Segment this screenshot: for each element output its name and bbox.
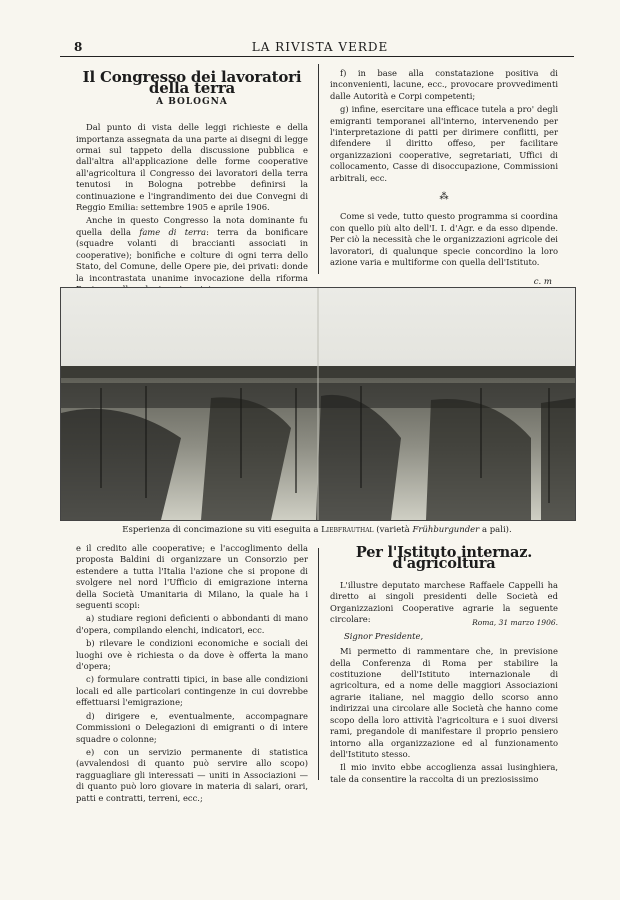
journal-title: LA RIVISTA VERDE — [251, 40, 389, 54]
article1-subtitle: A BOLOGNA — [156, 96, 228, 107]
list-item-e: e) con un servizio permanente di statistica (avvalendosi di quanto può servire allo scopo) ragguagliare gli interessati — uniti in Associazioni — di quanto può loro giovare in materia di salari, orari, patti e contratti, terreni, ecc.; — [76, 746, 308, 803]
article1-conclusion: Come si vede, tutto questo programma si coordina con quello più alto dell'I. I. d'Agr. e da esso dipende. Per ciò la necessità che le organizzazioni agricole dei lavoratori, di qualunque specie concordino la loro azione varia e multiforme con quella dell'Istituto. — [330, 211, 558, 268]
caption-text-b: (varietà — [373, 525, 413, 535]
article2-paragraph-2: Mi permetto di rammentare che, in previsione della Conferenza di Roma per stabilire la costituzione dell'Istituto internazionale di agricoltura, ed a nome delle maggiori Associazioni agrarie italiane, nel maggio dello scorso anno indirizzai una circolare alle Società che hanno come scopo della loro attività l'agricoltura e i suoi diversi rami, pregandole di manifestare il proprio pensiero intorno alla organizzazione ed al funzionamento dell'Istituto stesso. — [330, 646, 558, 759]
list-item-d: d) dirigere e, eventualmente, accompagnare Commissioni o Delegazioni di emigranti o di intere squadre o colonne; — [76, 710, 308, 744]
article1-paragraph-2 — [76, 215, 308, 295]
article1-p2-text-a: Anche in questo Congresso la nota dominante fu quella della — [76, 215, 308, 237]
list-item-c: c) formulare contratti tipici, in base alle condizioni locali ed alle particolari contingenze in cui dovrebbe effettuarsi l'emigrazione; — [76, 674, 308, 708]
letter-salutation: Signor Presidente, — [344, 630, 424, 641]
article1-p2-text-b: : terra da bonificare (squadre volanti di braccianti associati in cooperative); bonifiche e colture di ogni terra dello Stato, del Comune, delle Opere pie, dei privati: donde la incontrastata unanime invocazione della riforma — [76, 226, 308, 283]
article1-p2-italic: fame di terra — [139, 226, 207, 237]
list-item-f: f) in base alla constatazione positiva di inconvenienti, lacune, ecc., provocare provvedimenti dalle Autorità e Corpi competenti; — [330, 68, 558, 101]
caption-variety: Frühburgunder — [412, 525, 480, 535]
photo-caption — [60, 525, 574, 535]
caption-text-c: a pali). — [479, 525, 512, 535]
list-item-a: a) studiare regioni deficienti o abbondanti di mano d'opera, compilando elenchi, indicatori, ecc. — [76, 613, 308, 635]
column-divider-bottom — [318, 548, 319, 780]
column-divider-top — [318, 64, 319, 274]
section-stars: ⁂ — [439, 192, 449, 203]
list-item-b: b) rilevare le condizioni economiche e sociali dei luoghi ove è richiesta o da dove è offerta la mano d'opera; — [76, 638, 308, 672]
vineyard-photo — [60, 287, 576, 521]
article2-paragraph-3: Il mio invito ebbe accoglienza assai lusinghiera, tale da consentire la raccolta di un preziosissimo — [330, 762, 558, 784]
caption-place: Liebfrauthal — [321, 525, 374, 535]
letter-date: Roma, 31 marzo 1906. — [472, 618, 558, 628]
article1-title: Il Congresso dei lavoratori della terra — [82, 68, 302, 98]
page-number: 8 — [74, 40, 83, 54]
caption-text-a: Esperienza di concimazione su viti eseguita a — [122, 525, 322, 535]
article2-title: Per l'Istituto internaz. d'agricoltura — [355, 544, 533, 573]
continuation-column — [76, 543, 308, 806]
page-header — [60, 30, 580, 52]
article2-column — [330, 543, 558, 787]
continuation-paragraph: e il credito alle cooperative; e l'accoglimento della proposta Baldini di organizzare un Consorzio per estendere a tutta l'Italia l'azione che si propone di svolgere nel nord l'Ufficio di emigrazione interna della Società Umanitaria di Milano, la quale ha i seguenti scopi: — [76, 543, 308, 611]
list-item-g: g) infine, esercitare una efficace tutela a pro' degli emigranti temporanei all'interno, intervenendo per l'interpretazione di patti per dirimere conflitti, per difendere il diritto offeso, per facilitare organizzazioni cooperative, segretariati, Uffici di collocamento, Casse di disoccupazione, Commissioni arbitrali, ecc. — [330, 104, 558, 183]
header-rule — [60, 56, 574, 57]
article1-signature: c. m — [533, 276, 552, 287]
article1-left-column — [76, 64, 308, 297]
article1-right-column — [330, 68, 558, 288]
article1-paragraph-1: Dal punto di vista delle leggi richieste e della importanza assegnata da una parte ai disegni di legge ormai sul tappeto della discussione pubblica e dall'altra all'applicazione delle forme cooperative all'agricoltura il Congresso dei lavoratori della terra tenutosi in Bologna potrebbe definirsi la continuazione e l'ingrandimento dei due Convegni di Reggio Emilia: settembre 1905 e aprile 1906. — [76, 122, 308, 213]
article2-paragraph-1: L'illustre deputato marchese Raffaele Cappelli ha diretto ai singoli presidenti delle Società ed Organizzazioni Cooperative agrarie la seguente circolare: — [330, 579, 558, 625]
vineyard-illustration — [61, 288, 575, 520]
